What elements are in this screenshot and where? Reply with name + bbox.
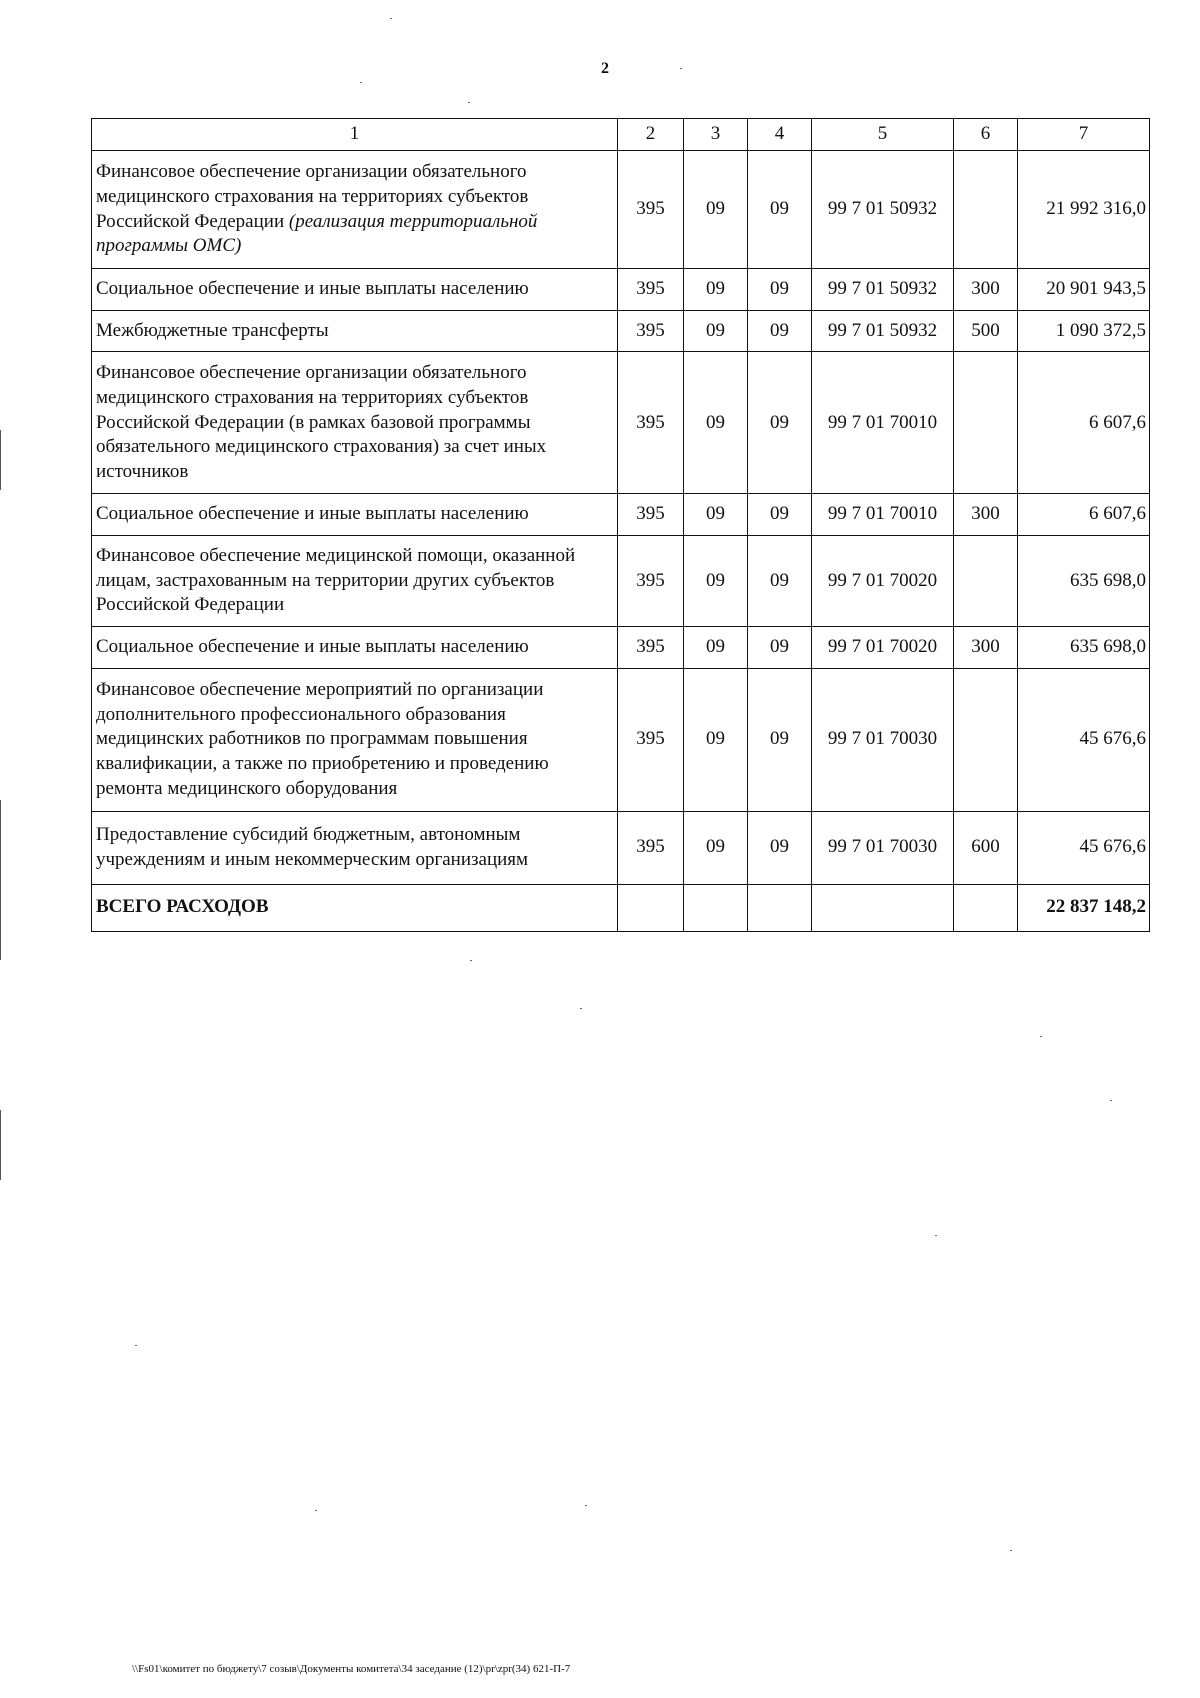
expense-name: Межбюджетные трансферты xyxy=(96,319,329,341)
amount: 6 607,6 xyxy=(1018,352,1150,494)
target-article-code: 99 7 01 50932 xyxy=(812,269,954,311)
scan-edge-mark xyxy=(0,800,1,960)
header-col-6: 6 xyxy=(954,119,1018,151)
total-label: ВСЕГО РАСХОДОВ xyxy=(92,884,618,931)
subsection-code: 09 xyxy=(748,352,812,494)
table-header xyxy=(92,119,1150,151)
table-row xyxy=(92,269,1150,311)
table-row xyxy=(92,494,1150,536)
total-empty-cell xyxy=(954,884,1018,931)
header-col-5: 5 xyxy=(812,119,954,151)
expense-name-italic: (реализация территориальной программы ОМС) xyxy=(96,210,538,257)
scan-speck xyxy=(315,1510,317,1511)
scan-edge-mark xyxy=(0,430,1,490)
expense-name: Социальное обеспечение и иные выплаты населению xyxy=(96,278,529,299)
scan-speck xyxy=(135,1345,137,1346)
expenditure-table xyxy=(91,118,1150,932)
scan-speck xyxy=(468,102,470,103)
section-code: 09 xyxy=(684,668,748,811)
expense-type-code xyxy=(954,151,1018,269)
subsection-code: 09 xyxy=(748,269,812,311)
expense-type-code: 500 xyxy=(954,310,1018,352)
expense-type-code: 300 xyxy=(954,627,1018,669)
total-row xyxy=(92,884,1150,931)
target-article-code: 99 7 01 70020 xyxy=(812,536,954,627)
expense-name: Финансовое обеспечение медицинской помощи, оказанной лицам, застрахованным на территории других субъектов Российской Федерации xyxy=(96,545,576,616)
section-code: 09 xyxy=(684,627,748,669)
page-number: 2 xyxy=(601,60,609,77)
expense-name-cell xyxy=(92,494,618,536)
target-article-code: 99 7 01 70020 xyxy=(812,627,954,669)
table-body xyxy=(92,151,1150,932)
expense-name: Социальное обеспечение и иные выплаты населению xyxy=(96,503,529,525)
scan-speck xyxy=(1110,1100,1112,1101)
expense-name-cell xyxy=(92,269,618,311)
scan-speck xyxy=(360,82,362,83)
ministry-code: 395 xyxy=(618,494,684,536)
section-code: 09 xyxy=(684,811,748,884)
ministry-code: 395 xyxy=(618,151,684,269)
target-article-code: 99 7 01 70030 xyxy=(812,811,954,884)
expense-name: Социальное обеспечение и иные выплаты населению xyxy=(96,636,529,658)
expense-type-code xyxy=(954,668,1018,811)
total-empty-cell xyxy=(812,884,954,931)
expense-name: Финансовое обеспечение организации обязательного медицинского страхования на территориях субъектов Российской Федерации xyxy=(96,161,529,232)
expense-type-code: 300 xyxy=(954,494,1018,536)
section-code: 09 xyxy=(684,352,748,494)
amount: 45 676,6 xyxy=(1018,811,1150,884)
expense-name-cell xyxy=(92,310,618,352)
section-code: 09 xyxy=(684,494,748,536)
expense-name: Предоставление субсидий бюджетным, автономным учреждениям и иным некоммерческим организациям xyxy=(96,824,529,870)
expense-type-code xyxy=(954,536,1018,627)
amount: 1 090 372,5 xyxy=(1018,310,1150,352)
scan-speck xyxy=(1040,1036,1042,1037)
expense-type-code xyxy=(954,352,1018,494)
subsection-code: 09 xyxy=(748,310,812,352)
table-row xyxy=(92,352,1150,494)
total-empty-cell xyxy=(684,884,748,931)
expense-name: Финансовое обеспечение мероприятий по организации дополнительного профессионального образования медицинских работников по программам повышения квалификации, а также по приобретению и проведению ремонта медицинского оборудования xyxy=(96,679,549,799)
table-row xyxy=(92,668,1150,811)
subsection-code: 09 xyxy=(748,494,812,536)
amount: 45 676,6 xyxy=(1018,668,1150,811)
section-code: 09 xyxy=(684,310,748,352)
ministry-code: 395 xyxy=(618,269,684,311)
table-row xyxy=(92,627,1150,669)
ministry-code: 395 xyxy=(618,811,684,884)
total-empty-cell xyxy=(618,884,684,931)
section-code: 09 xyxy=(684,151,748,269)
subsection-code: 09 xyxy=(748,151,812,269)
subsection-code: 09 xyxy=(748,536,812,627)
amount: 635 698,0 xyxy=(1018,536,1150,627)
expense-name-cell xyxy=(92,668,618,811)
target-article-code: 99 7 01 70010 xyxy=(812,494,954,536)
header-col-4: 4 xyxy=(748,119,812,151)
expense-name: Финансовое обеспечение организации обязательного медицинского страхования на территориях субъектов Российской Федерации (в рамках базовой программы обязательного медицинского страхования) за счет иных источников xyxy=(96,362,547,482)
target-article-code: 99 7 01 70010 xyxy=(812,352,954,494)
section-code: 09 xyxy=(684,269,748,311)
table-row xyxy=(92,536,1150,627)
ministry-code: 395 xyxy=(618,310,684,352)
amount: 20 901 943,5 xyxy=(1018,269,1150,311)
expense-name-cell xyxy=(92,627,618,669)
header-col-7: 7 xyxy=(1018,119,1150,151)
footer-file-path: \\Fs01\комитет по бюджету\7 созыв\Документы комитета\34 заседание (12)\pr\zpr(34) 621-П-7 xyxy=(132,1663,571,1675)
ministry-code: 395 xyxy=(618,352,684,494)
scan-speck xyxy=(585,1505,587,1506)
scan-speck xyxy=(680,68,682,69)
scan-speck xyxy=(470,960,472,961)
header-col-2: 2 xyxy=(618,119,684,151)
total-value: 22 837 148,2 xyxy=(1018,884,1150,931)
expense-name-cell xyxy=(92,536,618,627)
target-article-code: 99 7 01 50932 xyxy=(812,310,954,352)
ministry-code: 395 xyxy=(618,668,684,811)
expense-type-code: 300 xyxy=(954,269,1018,311)
amount: 635 698,0 xyxy=(1018,627,1150,669)
table-row xyxy=(92,310,1150,352)
amount: 6 607,6 xyxy=(1018,494,1150,536)
target-article-code: 99 7 01 70030 xyxy=(812,668,954,811)
expense-name-cell xyxy=(92,811,618,884)
subsection-code: 09 xyxy=(748,668,812,811)
header-row xyxy=(92,119,1150,151)
expense-type-code: 600 xyxy=(954,811,1018,884)
scan-speck xyxy=(580,1008,582,1009)
amount: 21 992 316,0 xyxy=(1018,151,1150,269)
scan-edge-mark xyxy=(0,1110,1,1180)
subsection-code: 09 xyxy=(748,811,812,884)
expense-name-cell xyxy=(92,151,618,269)
scan-speck xyxy=(390,18,392,19)
header-col-1: 1 xyxy=(92,119,618,151)
scan-speck xyxy=(1010,1550,1012,1551)
ministry-code: 395 xyxy=(618,627,684,669)
target-article-code: 99 7 01 50932 xyxy=(812,151,954,269)
ministry-code: 395 xyxy=(618,536,684,627)
scan-speck xyxy=(935,1235,937,1236)
section-code: 09 xyxy=(684,536,748,627)
header-col-3: 3 xyxy=(684,119,748,151)
expense-name-cell xyxy=(92,352,618,494)
table-row xyxy=(92,151,1150,269)
subsection-code: 09 xyxy=(748,627,812,669)
total-empty-cell xyxy=(748,884,812,931)
table-row xyxy=(92,811,1150,884)
